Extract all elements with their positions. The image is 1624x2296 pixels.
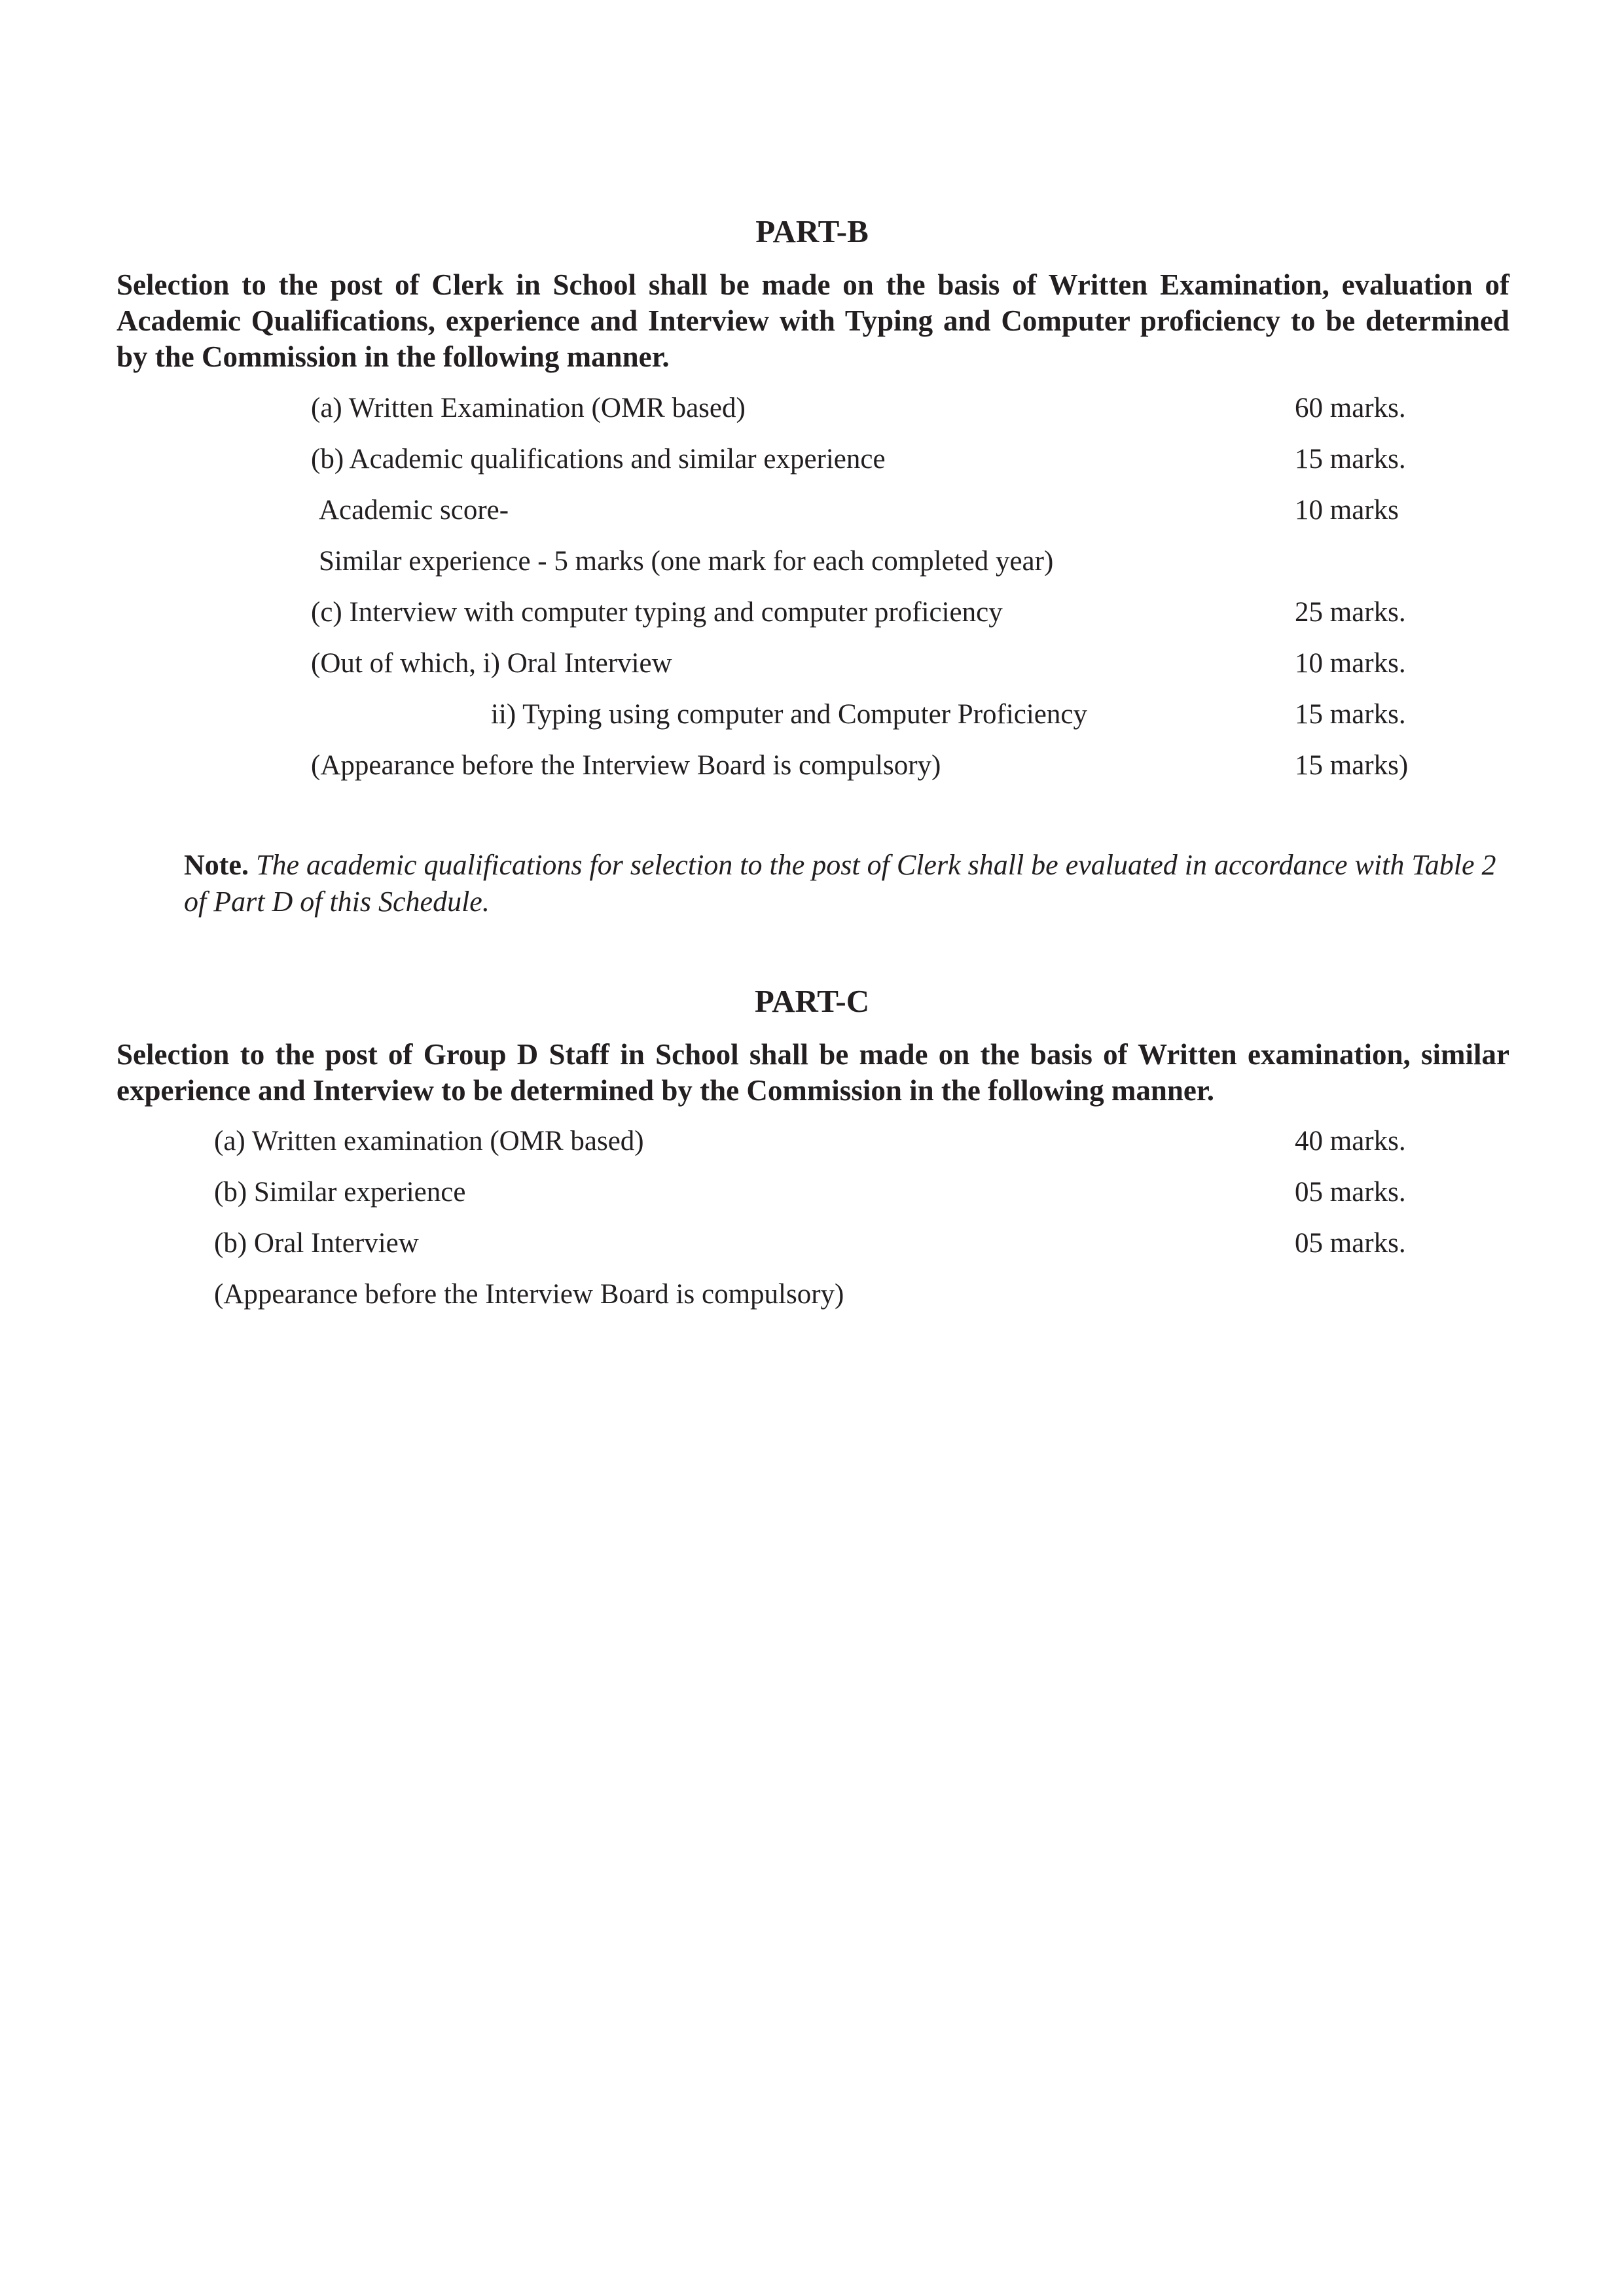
item-marks: 10 marks bbox=[1295, 495, 1399, 526]
item-label: (b) Academic qualifications and similar experience bbox=[311, 444, 886, 475]
item-marks: 40 marks. bbox=[1295, 1126, 1406, 1157]
item-marks: 60 marks. bbox=[1295, 393, 1406, 423]
item-label: (Appearance before the Interview Board is compulsory) bbox=[311, 750, 941, 781]
item-marks: 10 marks. bbox=[1295, 648, 1406, 679]
part-b-heading: PART-B bbox=[755, 213, 869, 249]
item-label: (Out of which, i) Oral Interview bbox=[311, 648, 672, 679]
item-label: ii) Typing using computer and Computer Proficiency bbox=[491, 699, 1087, 730]
item-label: (b) Similar experience bbox=[214, 1177, 466, 1208]
item-marks: 15 marks. bbox=[1295, 699, 1406, 730]
item-marks: 15 marks) bbox=[1295, 750, 1409, 781]
item-label: (Appearance before the Interview Board is compulsory) bbox=[214, 1279, 844, 1310]
part-b-note bbox=[184, 847, 1509, 920]
part-b-intro: Selection to the post of Clerk in School shall be made on the basis of Written Examination, evaluation of Academic Qualifications, experience and Interview with Typing and Computer proficiency to be determined by the Commission in the following manner. bbox=[117, 268, 1509, 373]
item-marks: 05 marks. bbox=[1295, 1177, 1406, 1208]
note-text: The academic qualifications for selection to the post of Clerk shall be evaluated in accordance with Table 2 of Part D of this Schedule. bbox=[184, 849, 1496, 918]
part-c-heading: PART-C bbox=[754, 983, 870, 1019]
item-label: (c) Interview with computer typing and computer proficiency bbox=[311, 597, 1003, 628]
item-label: Academic score- bbox=[319, 495, 509, 526]
item-marks: 25 marks. bbox=[1295, 597, 1406, 628]
item-marks: 05 marks. bbox=[1295, 1228, 1406, 1259]
item-label: Similar experience - 5 marks (one mark for each completed year) bbox=[319, 546, 1054, 577]
note-label: Note. bbox=[184, 849, 249, 881]
part-c-intro: Selection to the post of Group D Staff in School shall be made on the basis of Written examination, similar experience and Interview to be determined by the Commission in the following manner. bbox=[117, 1038, 1509, 1107]
item-label: (a) Written examination (OMR based) bbox=[214, 1126, 644, 1157]
item-marks: 15 marks. bbox=[1295, 444, 1406, 475]
item-label: (b) Oral Interview bbox=[214, 1228, 419, 1259]
item-label: (a) Written Examination (OMR based) bbox=[311, 393, 746, 423]
